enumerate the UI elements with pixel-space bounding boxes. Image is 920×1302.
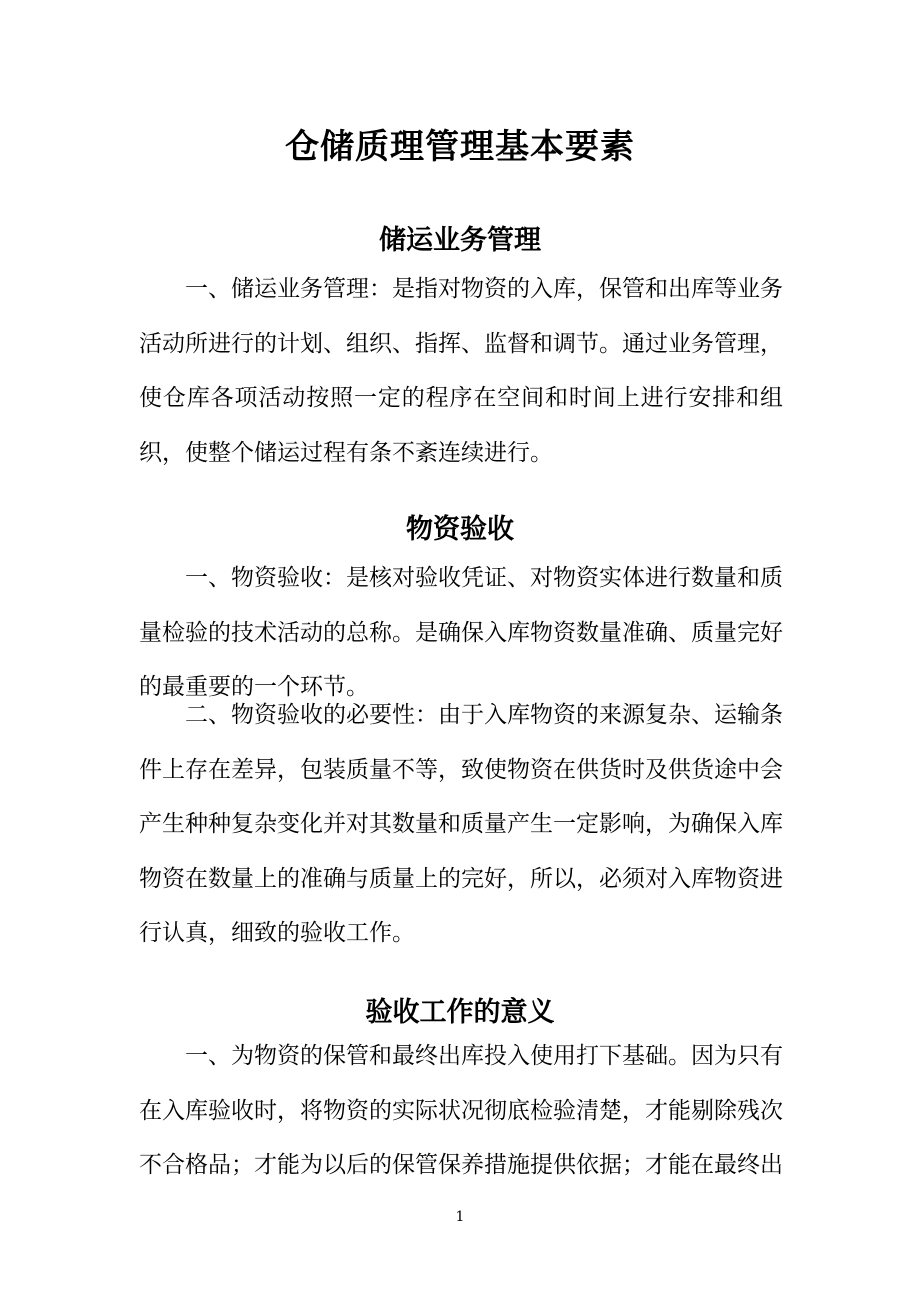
page-number: 1 xyxy=(455,1209,465,1225)
paragraph-material-inspection-2: 二、物资验收的必要性：由于入库物资的来源复杂、运输条件上存在差异，包装质量不等，致使物资在供货时及供货途中会产生种种复杂变化并对其数量和质量产生一定影响，为确保入库物资在数量上的准确与质量上的完好，所以，必须对入库物资进行认真，细致的验收工作。 xyxy=(139,702,783,946)
section-heading-material-inspection: 物资验收 xyxy=(406,514,514,545)
section-heading-storage-business: 储运业务管理 xyxy=(379,225,541,256)
section-heading-inspection-significance: 验收工作的意义 xyxy=(365,997,555,1028)
paragraph-inspection-significance-1: 一、为物资的保管和最终出库投入使用打下基础。因为只有在入库验收时，将物资的实际状况彻底检验清楚，才能剔除残次不合格品；才能为以后的保管保养措施提供依据；才能在最终出 xyxy=(139,1043,783,1178)
paragraph-storage-business-1: 一、储运业务管理：是指对物资的入库，保管和出库等业务活动所进行的计划、组织、指挥、监督和调节。通过业务管理，使仓库各项活动按照一定的程序在空间和时间上进行安排和组织，使整个储运过程有条不紊连续进行。 xyxy=(139,276,783,466)
document-title: 仓储质理管理基本要素 xyxy=(285,127,635,167)
paragraph-material-inspection-1: 一、物资验收：是核对验收凭证、对物资实体进行数量和质量检验的技术活动的总称。是确保入库物资数量准确、质量完好的最重要的一个环节。 xyxy=(139,565,783,700)
